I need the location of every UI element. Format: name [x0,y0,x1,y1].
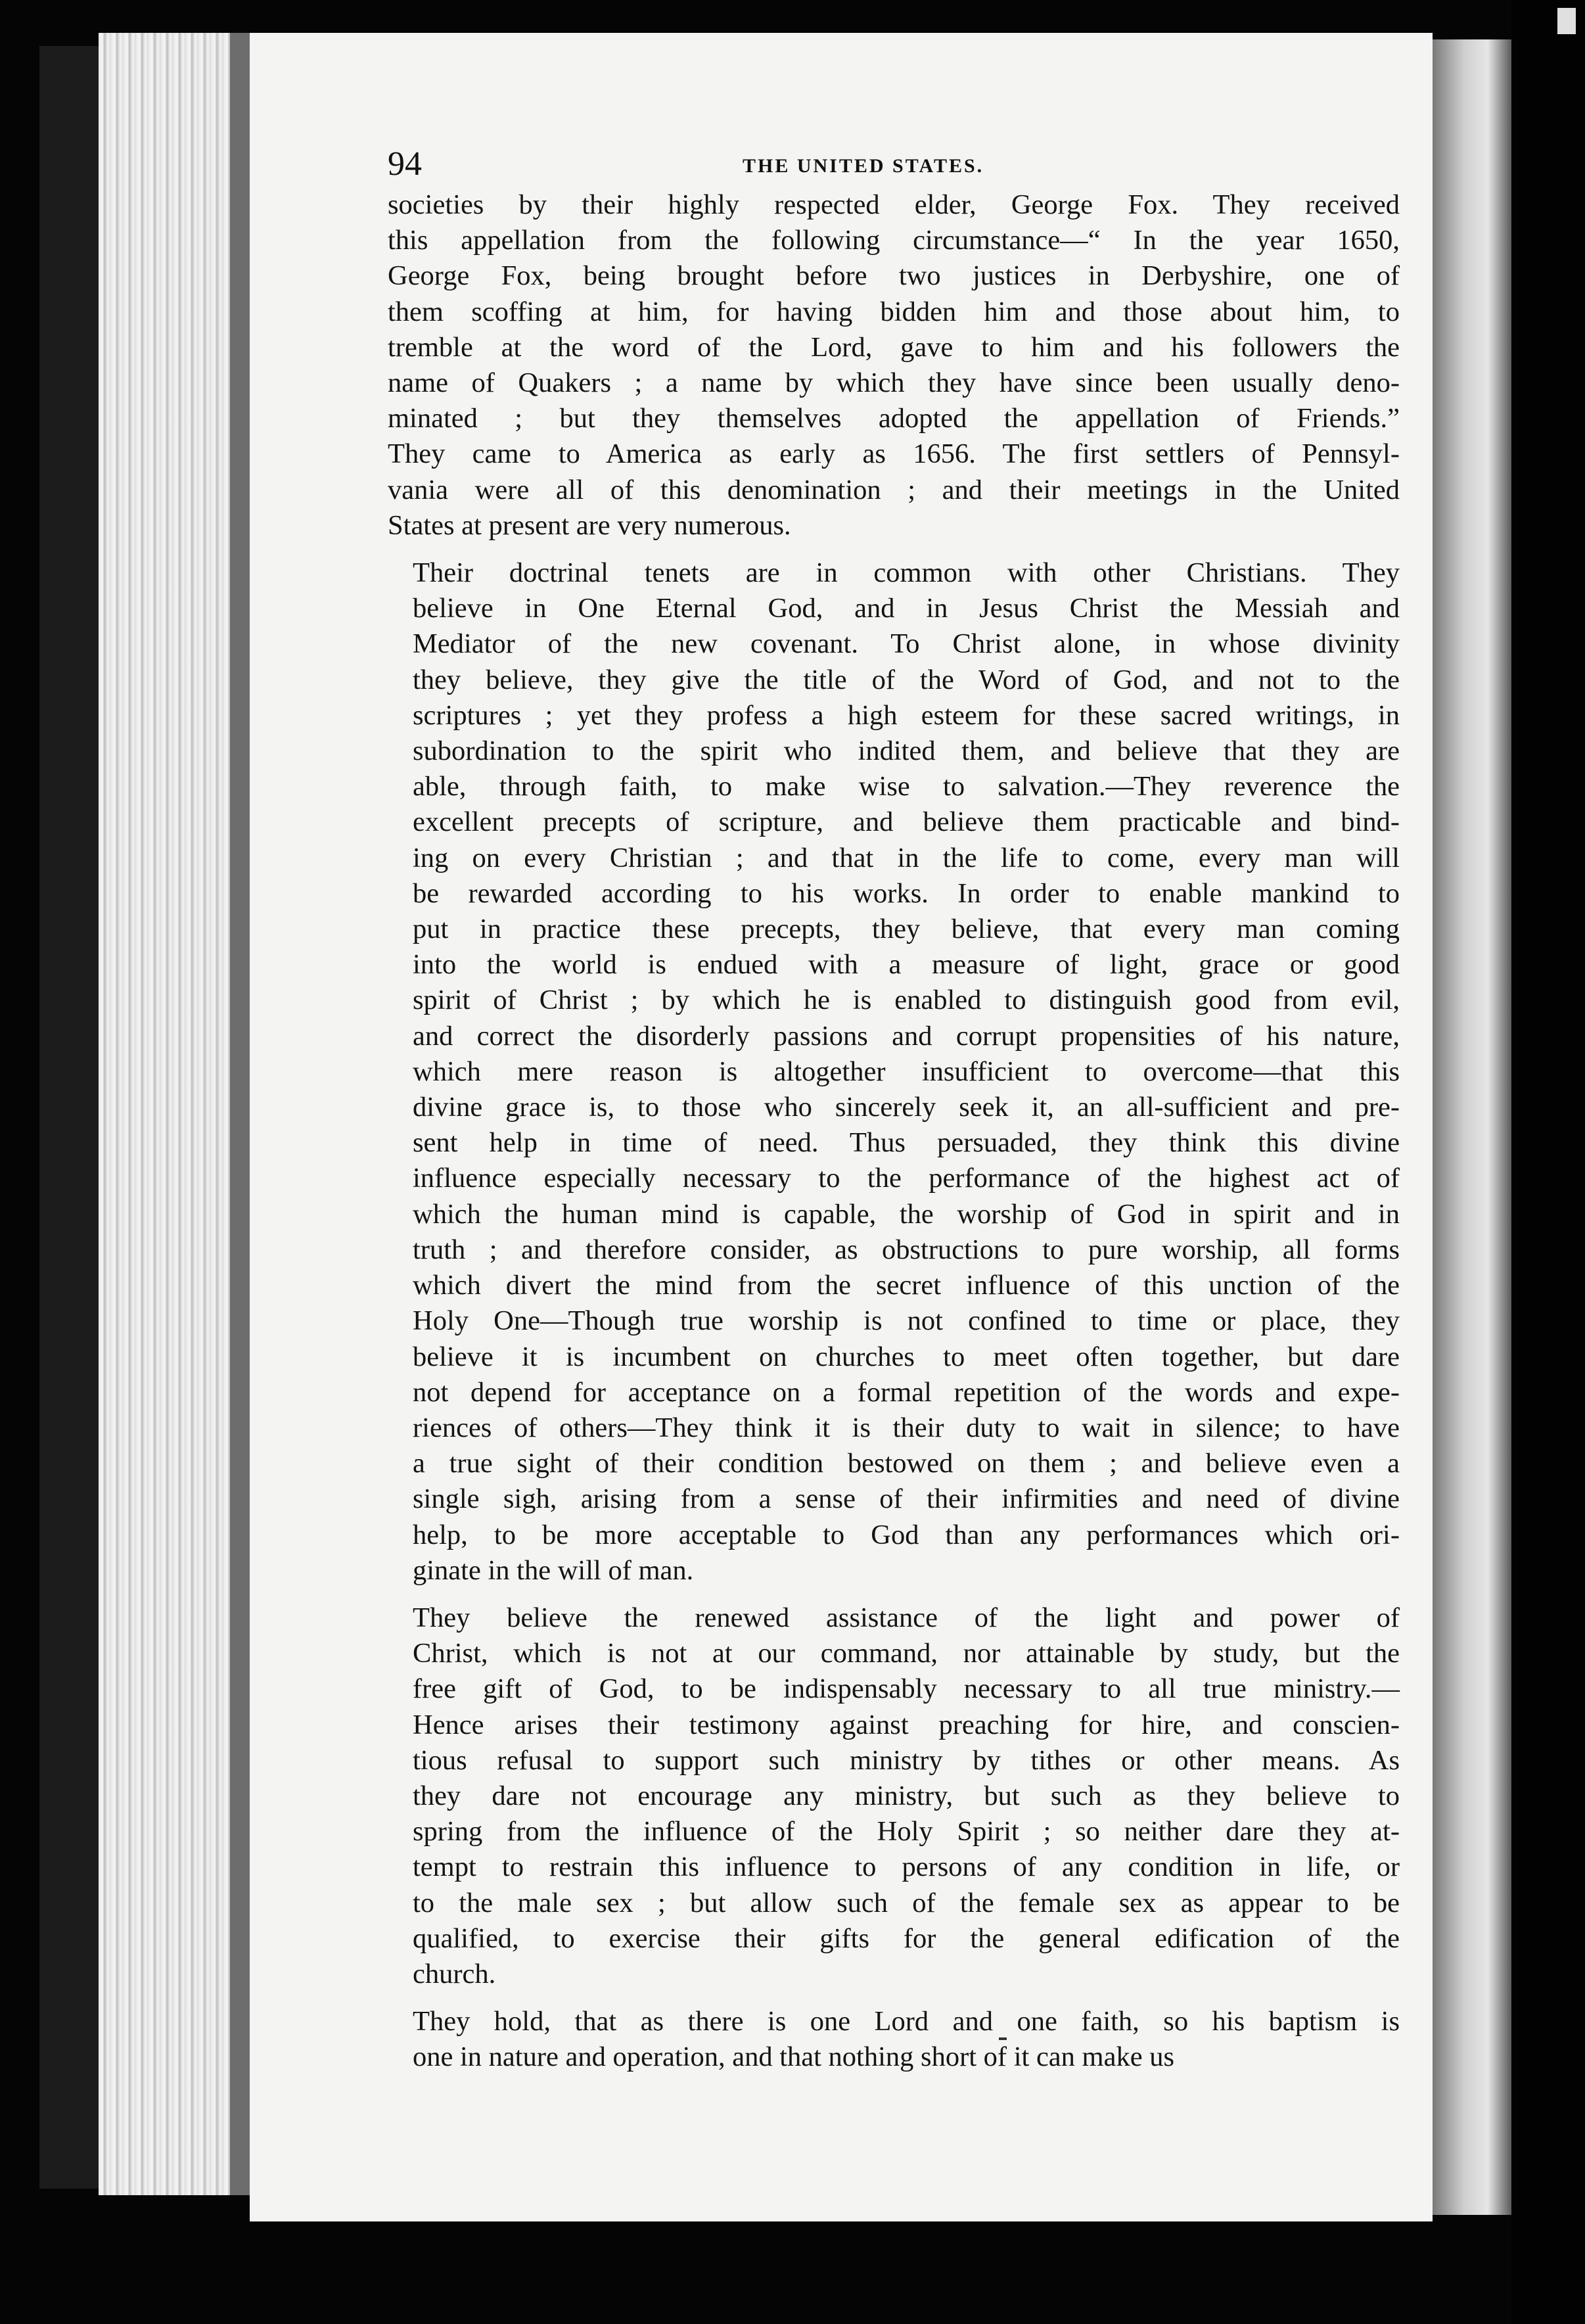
text-line: Christ, which is not at our command, nor attainable by study, but the [413,1638,1400,1669]
text-line: minated ; but they themselves adopted the appellation of Friends.” [388,403,1400,434]
page-number: 94 [388,145,422,183]
facing-page-edge [1433,39,1511,2215]
text-line: single sigh, arising from a sense of their infirmities and need of divine [413,1483,1400,1515]
text-line: They hold, that as there is one Lord and one faith, so his baptism is [413,2006,1400,2037]
paragraph [388,187,1400,544]
text-line: able, through faith, to make wise to salvation.—They reverence the [413,771,1400,802]
text-line: divine grace is, to those who sincerely seek it, an all-sufficient and pre- [413,1092,1400,1123]
text-line: qualified, to exercise their gifts for the general edification of the [413,1922,1400,1954]
text-line: and correct the disorderly passions and corrupt propensities of his nature, [413,1020,1400,1052]
text-line: spring from the influence of the Holy Spirit ; so neither dare they at- [413,1816,1400,1848]
text-line: Their doctrinal tenets are in common with other Christians. They [413,557,1400,589]
text-line: be rewarded according to his works. In order to enable mankind to [413,877,1400,909]
corner-mark [1557,8,1576,34]
text-line: sent help in time of need. Thus persuaded, they think this divine [413,1127,1400,1159]
text-line: believe it is incumbent on churches to meet often together, but dare [413,1341,1400,1372]
text-line: ginate in the will of man. [413,1554,694,1586]
text-line: this appellation from the following circumstance—“ In the year 1650, [388,225,1400,256]
text-line: tious refusal to support such ministry by tithes or other means. As [413,1744,1400,1776]
text-line: them scoffing at him, for having bidden him and those about him, to [388,296,1400,327]
scan-border-right [1511,0,1585,2324]
text-line: societies by their highly respected elder, George Fox. They received [388,189,1400,220]
text-line: believe in One Eternal God, and in Jesus Christ the Messiah and [413,593,1400,624]
text-line: influence especially necessary to the performance of the highest act of [413,1163,1400,1194]
text-line: States at present are very numerous. [388,509,791,541]
text-line: which mere reason is altogether insufficient to overcome—that this [413,1056,1400,1087]
text-line: Mediator of the new covenant. To Christ alone, in whose divinity [413,628,1400,660]
text-line: which divert the mind from the secret influence of this unction of the [413,1270,1400,1301]
text-line: tempt to restrain this influence to persons of any condition in life, or [413,1851,1400,1883]
text-line: truth ; and therefore consider, as obstructions to pure worship, all forms [413,1234,1400,1265]
paragraph [388,555,1400,1589]
text-line: a true sight of their condition bestowed on them ; and believe even a [413,1448,1400,1479]
page-header [388,141,1406,187]
gutter-shadow [230,33,250,2195]
text-line: name of Quakers ; a name by which they have since been usually deno- [388,367,1400,399]
text-line: which the human mind is capable, the worship of God in spirit and in [413,1198,1400,1230]
text-line: they believe, they give the title of the Word of God, and not to the [413,664,1400,695]
spine-shadow [39,46,105,2189]
paragraph [388,1600,1400,1992]
text-line: put in practice these precepts, they believe, that every man coming [413,914,1400,945]
text-line: help, to be more acceptable to God than any performances which ori- [413,1519,1400,1550]
text-line: excellent precepts of scripture, and believe them practicable and bind- [413,806,1400,838]
paragraph [388,2004,1400,2075]
text-line: church. [413,1958,496,1989]
text-line: into the world is endued with a measure of light, grace or good [413,949,1400,981]
text-line: vania were all of this denomination ; and their meetings in the United [388,474,1400,505]
text-line: to the male sex ; but allow such of the female sex as appear to be [413,1887,1400,1918]
text-line: They believe the renewed assistance of the light and power of [413,1602,1400,1633]
text-line: subordination to the spirit who indited them, and believe that they are [413,735,1400,767]
text-line: scriptures ; yet they profess a high esteem for these sacred writings, in [413,699,1400,731]
footer-mark [999,2037,1007,2040]
text-line: George Fox, being brought before two justices in Derbyshire, one of [388,260,1400,292]
text-line: they dare not encourage any ministry, but such as they believe to [413,1780,1400,1811]
text-line: They came to America as early as 1656. The first settlers of Pennsyl- [388,438,1400,470]
text-line: Holy One—Though true worship is not confined to time or place, they [413,1305,1400,1337]
text-line: one in nature and operation, and that nothing short of it can make us [413,2041,1174,2073]
body-text [388,187,1400,2076]
text-line: tremble at the word of the Lord, gave to him and his followers the [388,331,1400,363]
text-line: Hence arises their testimony against preaching for hire, and conscien- [413,1709,1400,1740]
text-line: not depend for acceptance on a formal repetition of the words and expe- [413,1376,1400,1408]
text-line: riences of others—They think it is their duty to wait in silence; to have [413,1412,1400,1443]
page-edges [99,33,250,2195]
text-line: free gift of God, to be indispensably necessary to all true ministry.— [413,1673,1400,1705]
running-head: THE UNITED STATES. [743,155,984,177]
text-line: ing on every Christian ; and that in the life to come, every man will [413,842,1400,873]
text-line: spirit of Christ ; by which he is enabled to distinguish good from evil, [413,985,1400,1016]
